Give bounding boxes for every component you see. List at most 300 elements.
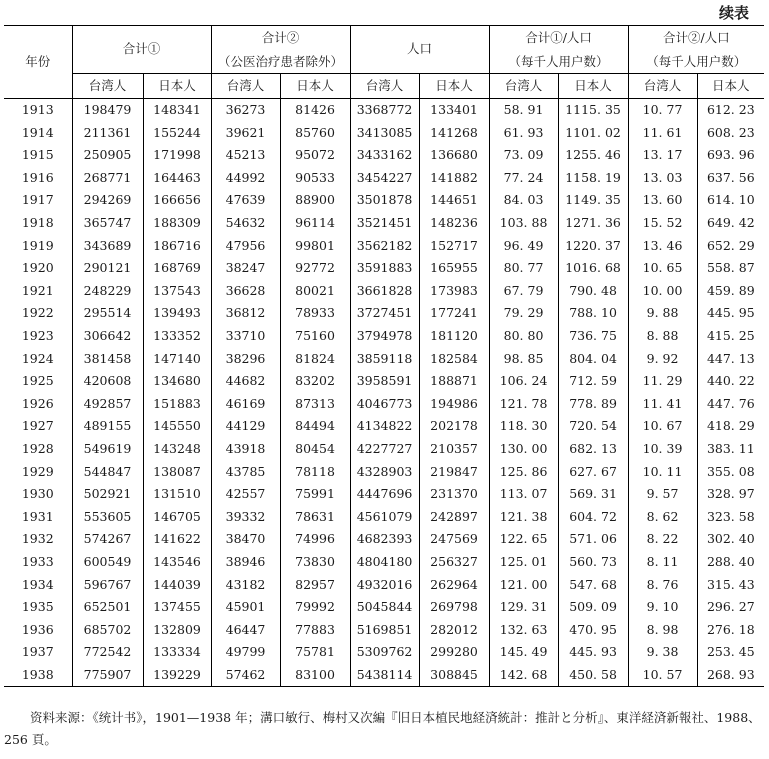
value-cell: 9. 88 (628, 302, 697, 325)
value-cell: 306642 (72, 325, 143, 348)
year-cell: 1936 (4, 619, 72, 642)
value-cell: 210357 (419, 438, 489, 461)
value-cell: 4328903 (350, 461, 419, 484)
year-cell: 1916 (4, 167, 72, 190)
value-cell: 177241 (419, 302, 489, 325)
value-cell: 381458 (72, 348, 143, 371)
value-cell: 81824 (280, 348, 350, 371)
year-cell: 1930 (4, 483, 72, 506)
year-cell: 1927 (4, 415, 72, 438)
subheader-japanese: 日本人 (697, 74, 764, 99)
value-cell: 164463 (143, 167, 211, 190)
year-cell: 1918 (4, 212, 72, 235)
value-cell: 502921 (72, 483, 143, 506)
value-cell: 166656 (143, 189, 211, 212)
value-cell: 47956 (211, 235, 280, 258)
value-cell: 181120 (419, 325, 489, 348)
value-cell: 10. 65 (628, 257, 697, 280)
table-row (4, 573, 764, 596)
value-cell: 558. 87 (706, 260, 755, 276)
value-cell: 3859118 (350, 348, 419, 371)
value-cell: 132. 63 (489, 619, 558, 642)
value-cell: 77883 (280, 619, 350, 642)
subheader-japanese: 日本人 (558, 74, 628, 99)
value-cell: 4932016 (350, 573, 419, 596)
value-cell: 328. 97 (706, 486, 755, 502)
value-cell: 44682 (211, 370, 280, 393)
value-cell: 652501 (72, 596, 143, 619)
value-cell: 168769 (143, 257, 211, 280)
year-cell: 1917 (4, 189, 72, 212)
value-cell: 155244 (143, 122, 211, 145)
value-cell: 775907 (72, 664, 143, 687)
value-cell: 33710 (211, 325, 280, 348)
value-cell: 250905 (72, 144, 143, 167)
value-cell: 49799 (211, 641, 280, 664)
value-cell: 253. 45 (706, 644, 755, 660)
value-cell: 83202 (280, 370, 350, 393)
value-cell: 450. 58 (558, 664, 628, 687)
value-cell: 133401 (419, 99, 489, 122)
value-cell: 544847 (72, 461, 143, 484)
value-cell: 92772 (280, 257, 350, 280)
value-cell: 262964 (419, 573, 489, 596)
value-cell: 47639 (211, 189, 280, 212)
table-row (4, 348, 764, 371)
value-cell: 78118 (280, 461, 350, 484)
value-cell: 315. 43 (706, 576, 755, 592)
value-cell: 80021 (280, 280, 350, 303)
value-cell: 38470 (211, 528, 280, 551)
value-cell: 211361 (72, 122, 143, 145)
value-cell: 133352 (143, 325, 211, 348)
value-cell: 4682393 (350, 528, 419, 551)
table-row (4, 664, 764, 687)
subheader-taiwanese: 台湾人 (350, 74, 419, 99)
value-cell: 38946 (211, 551, 280, 574)
value-cell: 10. 39 (628, 438, 697, 461)
value-cell: 136680 (419, 144, 489, 167)
value-cell: 290121 (72, 257, 143, 280)
table-row (4, 641, 764, 664)
table-row (4, 506, 764, 529)
value-cell: 83100 (280, 664, 350, 687)
value-cell: 13. 46 (628, 235, 697, 258)
value-cell: 3454227 (350, 167, 419, 190)
value-cell: 3521451 (350, 212, 419, 235)
value-cell: 139229 (143, 664, 211, 687)
value-cell: 9. 92 (628, 348, 697, 371)
value-cell: 103. 88 (489, 212, 558, 235)
value-cell: 447. 13 (706, 350, 755, 366)
value-cell: 778. 89 (558, 393, 628, 416)
value-cell: 78631 (280, 506, 350, 529)
value-cell: 46447 (211, 619, 280, 642)
year-cell: 1928 (4, 438, 72, 461)
value-cell: 11. 61 (628, 122, 697, 145)
value-cell: 489155 (72, 415, 143, 438)
value-cell: 84. 03 (489, 189, 558, 212)
value-cell: 79992 (280, 596, 350, 619)
table-row (4, 167, 764, 190)
table-row (4, 280, 764, 303)
value-cell: 99801 (280, 235, 350, 258)
value-cell: 171998 (143, 144, 211, 167)
year-cell: 1937 (4, 641, 72, 664)
value-cell: 148341 (143, 99, 211, 122)
value-cell: 3591883 (350, 257, 419, 280)
value-cell: 3727451 (350, 302, 419, 325)
value-cell: 8. 76 (628, 573, 697, 596)
value-cell: 9. 10 (628, 596, 697, 619)
value-cell: 720. 54 (558, 415, 628, 438)
value-cell: 649. 42 (706, 215, 755, 231)
table-row (4, 393, 764, 416)
table-row (4, 122, 764, 145)
value-cell: 96114 (280, 212, 350, 235)
value-cell: 509. 09 (558, 596, 628, 619)
table-row (4, 189, 764, 212)
value-cell: 772542 (72, 641, 143, 664)
value-cell: 75160 (280, 325, 350, 348)
value-cell: 247569 (419, 528, 489, 551)
value-cell: 445. 93 (558, 641, 628, 664)
value-cell: 3661828 (350, 280, 419, 303)
value-cell: 81426 (280, 99, 350, 122)
value-cell: 129. 31 (489, 596, 558, 619)
value-cell: 5045844 (350, 596, 419, 619)
value-cell: 1115. 35 (558, 99, 628, 122)
value-cell: 145. 49 (489, 641, 558, 664)
value-cell: 256327 (419, 551, 489, 574)
value-cell: 194986 (419, 393, 489, 416)
year-cell: 1915 (4, 144, 72, 167)
value-cell: 118. 30 (489, 415, 558, 438)
value-cell: 3794978 (350, 325, 419, 348)
value-cell: 42557 (211, 483, 280, 506)
value-cell: 133334 (143, 641, 211, 664)
value-cell: 3501878 (350, 189, 419, 212)
value-cell: 294269 (72, 189, 143, 212)
value-cell: 1149. 35 (558, 189, 628, 212)
value-cell: 637. 56 (706, 169, 755, 185)
value-cell: 612. 23 (697, 99, 764, 122)
value-cell: 87313 (280, 393, 350, 416)
year-cell: 1913 (4, 99, 72, 122)
year-cell: 1931 (4, 506, 72, 529)
value-cell: 13. 60 (628, 189, 697, 212)
value-cell: 308845 (419, 664, 489, 687)
value-cell: 355. 08 (706, 463, 755, 479)
value-cell: 736. 75 (558, 325, 628, 348)
table-row (4, 325, 764, 348)
value-cell: 46169 (211, 393, 280, 416)
value-cell: 219847 (419, 461, 489, 484)
table-row (4, 257, 764, 280)
value-cell: 685702 (72, 619, 143, 642)
value-cell: 132809 (143, 619, 211, 642)
subheader-japanese: 日本人 (419, 74, 489, 99)
value-cell: 80. 77 (489, 257, 558, 280)
header-ratio-1-note: （每千人用户数） (489, 51, 628, 74)
value-cell: 549619 (72, 438, 143, 461)
value-cell: 13. 03 (628, 167, 697, 190)
year-cell: 1914 (4, 122, 72, 145)
value-cell: 492857 (72, 393, 143, 416)
year-cell: 1929 (4, 461, 72, 484)
header-ratio-2: 合计②/人口 (662, 30, 730, 46)
value-cell: 343689 (72, 235, 143, 258)
value-cell: 608. 23 (706, 124, 755, 140)
value-cell: 73830 (280, 551, 350, 574)
value-cell: 145550 (143, 415, 211, 438)
value-cell: 130. 00 (489, 438, 558, 461)
value-cell: 137543 (143, 280, 211, 303)
value-cell: 141268 (419, 122, 489, 145)
value-cell: 144651 (419, 189, 489, 212)
table-row (4, 302, 764, 325)
value-cell: 186716 (143, 235, 211, 258)
value-cell: 4447696 (350, 483, 419, 506)
value-cell: 5169851 (350, 619, 419, 642)
value-cell: 143248 (143, 438, 211, 461)
value-cell: 268771 (72, 167, 143, 190)
year-cell: 1926 (4, 393, 72, 416)
value-cell: 143546 (143, 551, 211, 574)
year-cell: 1932 (4, 528, 72, 551)
value-cell: 248229 (72, 280, 143, 303)
year-cell: 1934 (4, 573, 72, 596)
value-cell: 445. 95 (706, 305, 755, 321)
statistics-table (4, 25, 764, 687)
value-cell: 202178 (419, 415, 489, 438)
value-cell: 98. 85 (489, 348, 558, 371)
value-cell: 804. 04 (558, 348, 628, 371)
value-cell: 121. 00 (489, 573, 558, 596)
value-cell: 43785 (211, 461, 280, 484)
value-cell: 90533 (280, 167, 350, 190)
value-cell: 36628 (211, 280, 280, 303)
value-cell: 38296 (211, 348, 280, 371)
value-cell: 125. 86 (489, 461, 558, 484)
value-cell: 3433162 (350, 144, 419, 167)
value-cell: 82957 (280, 573, 350, 596)
value-cell: 182584 (419, 348, 489, 371)
value-cell: 569. 31 (558, 483, 628, 506)
value-cell: 141882 (419, 167, 489, 190)
value-cell: 125. 01 (489, 551, 558, 574)
value-cell: 9. 57 (628, 483, 697, 506)
value-cell: 652. 29 (706, 237, 755, 253)
value-cell: 58. 91 (489, 99, 558, 122)
value-cell: 547. 68 (558, 573, 628, 596)
value-cell: 188871 (419, 370, 489, 393)
header-total-1: 合计① (72, 26, 211, 74)
value-cell: 137455 (143, 596, 211, 619)
value-cell: 61. 93 (489, 122, 558, 145)
value-cell: 3958591 (350, 370, 419, 393)
value-cell: 144039 (143, 573, 211, 596)
value-cell: 571. 06 (558, 528, 628, 551)
value-cell: 596767 (72, 573, 143, 596)
value-cell: 121. 78 (489, 393, 558, 416)
value-cell: 5309762 (350, 641, 419, 664)
value-cell: 131510 (143, 483, 211, 506)
value-cell: 43918 (211, 438, 280, 461)
value-cell: 8. 88 (628, 325, 697, 348)
table-row (4, 438, 764, 461)
header-population: 人口 (350, 26, 489, 74)
table-row (4, 370, 764, 393)
value-cell: 146705 (143, 506, 211, 529)
value-cell: 75781 (280, 641, 350, 664)
subheader-taiwanese: 台湾人 (72, 74, 143, 99)
value-cell: 121. 38 (489, 506, 558, 529)
value-cell: 10. 67 (628, 415, 697, 438)
value-cell: 142. 68 (489, 664, 558, 687)
value-cell: 553605 (72, 506, 143, 529)
value-cell: 45213 (211, 144, 280, 167)
value-cell: 418. 29 (706, 418, 755, 434)
value-cell: 459. 89 (706, 282, 755, 298)
value-cell: 614. 10 (706, 192, 755, 208)
header-ratio-1: 合计①/人口 (489, 26, 628, 52)
value-cell: 323. 58 (706, 508, 755, 524)
value-cell: 96. 49 (489, 235, 558, 258)
value-cell: 85760 (280, 122, 350, 145)
value-cell: 231370 (419, 483, 489, 506)
value-cell: 4046773 (350, 393, 419, 416)
value-cell: 1220. 37 (558, 235, 628, 258)
subheader-japanese: 日本人 (280, 74, 350, 99)
value-cell: 3562182 (350, 235, 419, 258)
table-row (4, 619, 764, 642)
value-cell: 1101. 02 (558, 122, 628, 145)
value-cell: 78933 (280, 302, 350, 325)
value-cell: 165955 (419, 257, 489, 280)
value-cell: 79. 29 (489, 302, 558, 325)
value-cell: 1016. 68 (558, 257, 628, 280)
value-cell: 415. 25 (706, 327, 755, 343)
value-cell: 365747 (72, 212, 143, 235)
value-cell: 138087 (143, 461, 211, 484)
value-cell: 276. 18 (706, 621, 755, 637)
header-ratio-2-note: （每千人用户数） (646, 53, 747, 69)
value-cell: 242897 (419, 506, 489, 529)
value-cell: 8. 22 (628, 528, 697, 551)
year-cell: 1921 (4, 280, 72, 303)
value-cell: 44992 (211, 167, 280, 190)
value-cell: 11. 29 (628, 370, 697, 393)
value-cell: 4134822 (350, 415, 419, 438)
value-cell: 11. 41 (628, 393, 697, 416)
year-cell: 1922 (4, 302, 72, 325)
value-cell: 38247 (211, 257, 280, 280)
value-cell: 295514 (72, 302, 143, 325)
value-cell: 302. 40 (706, 531, 755, 547)
value-cell: 173983 (419, 280, 489, 303)
year-cell: 1919 (4, 235, 72, 258)
value-cell: 447. 76 (706, 395, 755, 411)
value-cell: 1271. 36 (558, 212, 628, 235)
value-cell: 4227727 (350, 438, 419, 461)
value-cell: 574267 (72, 528, 143, 551)
value-cell: 3368772 (350, 99, 419, 122)
table-row (4, 528, 764, 551)
year-cell: 1938 (4, 664, 72, 687)
value-cell: 600549 (72, 551, 143, 574)
value-cell: 198479 (72, 99, 143, 122)
value-cell: 712. 59 (558, 370, 628, 393)
year-cell: 1924 (4, 348, 72, 371)
value-cell: 13. 17 (628, 144, 697, 167)
value-cell: 299280 (419, 641, 489, 664)
value-cell: 1255. 46 (558, 144, 628, 167)
value-cell: 788. 10 (558, 302, 628, 325)
value-cell: 80. 80 (489, 325, 558, 348)
value-cell: 151883 (143, 393, 211, 416)
value-cell: 790. 48 (558, 280, 628, 303)
value-cell: 80454 (280, 438, 350, 461)
value-cell: 188309 (143, 212, 211, 235)
value-cell: 10. 00 (628, 280, 697, 303)
value-cell: 296. 27 (706, 599, 755, 615)
value-cell: 1158. 19 (558, 167, 628, 190)
table-row (4, 461, 764, 484)
value-cell: 54632 (211, 212, 280, 235)
value-cell: 604. 72 (558, 506, 628, 529)
table-row (4, 415, 764, 438)
value-cell: 288. 40 (706, 553, 755, 569)
value-cell: 10. 77 (628, 99, 697, 122)
value-cell: 682. 13 (558, 438, 628, 461)
header-total-2-note: （公医治疗患者除外） (211, 51, 350, 74)
header-total-2: 合计② (211, 26, 350, 52)
year-cell: 1923 (4, 325, 72, 348)
subheader-taiwanese: 台湾人 (489, 74, 558, 99)
value-cell: 36273 (211, 99, 280, 122)
value-cell: 420608 (72, 370, 143, 393)
value-cell: 147140 (143, 348, 211, 371)
subheader-taiwanese: 台湾人 (211, 74, 280, 99)
value-cell: 106. 24 (489, 370, 558, 393)
continued-label: 续表 (718, 4, 749, 22)
value-cell: 39332 (211, 506, 280, 529)
value-cell: 75991 (280, 483, 350, 506)
value-cell: 383. 11 (706, 440, 755, 456)
value-cell: 152717 (419, 235, 489, 258)
table-row (4, 483, 764, 506)
table-row (4, 551, 764, 574)
value-cell: 122. 65 (489, 528, 558, 551)
table-row (4, 99, 764, 122)
year-cell: 1935 (4, 596, 72, 619)
value-cell: 74996 (280, 528, 350, 551)
value-cell: 148236 (419, 212, 489, 235)
value-cell: 9. 38 (628, 641, 697, 664)
table-row (4, 596, 764, 619)
value-cell: 8. 98 (628, 619, 697, 642)
value-cell: 84494 (280, 415, 350, 438)
subheader-japanese: 日本人 (143, 74, 211, 99)
value-cell: 73. 09 (489, 144, 558, 167)
year-cell: 1933 (4, 551, 72, 574)
value-cell: 141622 (143, 528, 211, 551)
value-cell: 45901 (211, 596, 280, 619)
value-cell: 139493 (143, 302, 211, 325)
value-cell: 282012 (419, 619, 489, 642)
value-cell: 4804180 (350, 551, 419, 574)
